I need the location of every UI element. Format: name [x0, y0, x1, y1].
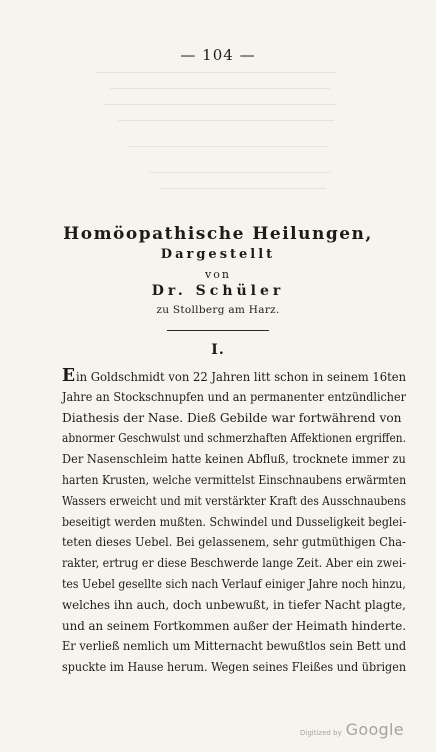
page-number: — 104 — [180, 46, 256, 64]
author-location: zu Stollberg am Harz. [156, 304, 280, 316]
text-line [62, 636, 406, 657]
text-line [62, 553, 406, 574]
text-line-content: in Goldschmidt von 22 Jahren litt schon in seinem 16ten [75, 370, 407, 384]
watermark-prefix: Digitized by [300, 729, 342, 737]
article-subtitle: Dargestellt [160, 247, 276, 262]
google-logo: Google [345, 720, 404, 739]
text-line [62, 387, 406, 408]
text-line-content: Er verließ nemlich um Mitternacht bewußtlos sein Bett und [62, 639, 407, 654]
article-title: Homöopathische Heilungen, [63, 224, 373, 244]
text-line [62, 428, 406, 449]
text-line [62, 449, 406, 470]
digitized-watermark [300, 720, 404, 739]
text-line [62, 512, 406, 533]
show-through-line [110, 88, 330, 89]
show-through-line [160, 188, 326, 189]
show-through-line [118, 120, 334, 121]
section-divider [167, 330, 269, 331]
text-line-content: harten Krusten, welche vermittelst Einschnaubens erwärmten [62, 472, 407, 487]
text-line [62, 491, 406, 512]
byline-connector: von [205, 268, 231, 281]
text-line [62, 408, 406, 429]
text-line-content: abnormer Geschwulst und schmerzhaften Affektionen ergriffen. [62, 431, 406, 446]
text-line-content: tes Uebel gesellte sich nach Verlauf einiger Jahre noch hinzu, [62, 576, 406, 591]
text-line-content: rakter, ertrug er diese Beschwerde lange Zeit. Aber ein zwei- [62, 556, 407, 571]
text-line [62, 657, 406, 678]
section-number: I. [211, 342, 225, 358]
text-line-content: spuckte im Hause herum. Wegen seines Fleißes und übrigen [62, 660, 407, 675]
text-line [62, 616, 406, 637]
text-line [62, 470, 406, 491]
text-line-content: Wassers erweicht und mit verstärkter Kraft des Ausschnaubens [62, 493, 406, 508]
author-name: Dr. Schüler [151, 283, 285, 299]
text-line-content: Der Nasenschleim hatte keinen Abfluß, trocknete immer zu [62, 452, 406, 467]
show-through-line [150, 172, 330, 173]
text-line-content: und an seinem Fortkommen außer der Heimath hinderte. [62, 618, 406, 633]
text-line [62, 595, 406, 616]
text-line [62, 366, 406, 387]
show-through-line [104, 104, 336, 105]
text-line-content: beseitigt werden mußten. Schwindel und Dusseligkeit beglei- [62, 514, 407, 529]
text-line-content: Jahre an Stockschnupfen und an permanenter entzündlicher [62, 389, 406, 404]
text-line-content: Diathesis der Nase. Dieß Gebilde war fortwährend von [62, 410, 402, 425]
show-through-line [128, 146, 328, 147]
show-through-line [96, 72, 336, 73]
text-line [62, 574, 406, 595]
drop-cap: E [62, 365, 76, 386]
text-line-content: welches ihn auch, doch unbewußt, in tiefer Nacht plagte, [62, 597, 406, 612]
text-line-content: teten dieses Uebel. Bei gelassenem, sehr gutmüthigen Cha- [62, 535, 406, 550]
text-line [62, 532, 406, 553]
body-paragraph [62, 366, 406, 678]
